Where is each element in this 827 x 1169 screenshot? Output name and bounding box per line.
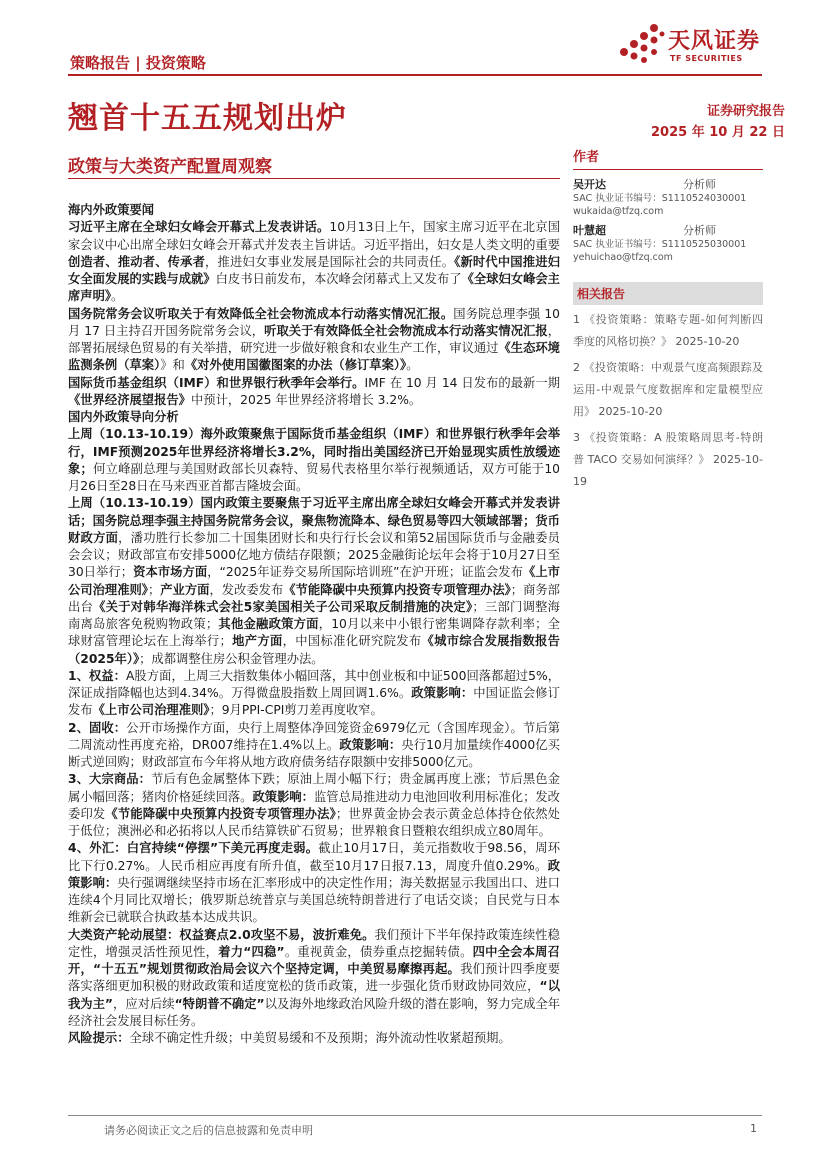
footer-disclaimer: 请务必阅读正文之后的信息披露和免责申明 — [104, 1124, 313, 1137]
related-report-item[interactable]: 1 《投资策略：策略专题-如何判断四季度的风格切换？》 2025-10-20 — [573, 313, 763, 348]
related-report-item[interactable]: 3 《投资策略：A 股策略周思考-特朗普 TACO 交易如何演绎？》 2025-10-19 — [573, 431, 763, 488]
author-name: 吴开达 — [573, 178, 606, 191]
paragraph: 风险提示：全球不确定性升级；中美贸易缓和不及预期；海外流动性收紧超预期。 — [68, 1031, 511, 1045]
report-category: 策略报告 | 投资策略 — [70, 54, 206, 72]
author-email[interactable]: yehuichao@tfzq.com — [573, 252, 673, 263]
sidebar — [573, 146, 763, 493]
tf-logo-icon — [612, 20, 666, 64]
main-body — [68, 202, 560, 1047]
page-number: 1 — [750, 1122, 757, 1135]
subtitle-divider — [68, 178, 560, 179]
paragraph: 大类资产轮动展望：权益赛点2.0攻坚不易，波折难免。我们预计下半年保持政策连续性稳定性，增强灵活性预见性，着力“四稳”。重视黄金，债券重点挖掘转债。四中全会本周召开，“十五五”规划贯彻政治局会议六个坚持定调，中美贸易摩擦再起。我们预计四季度要落实落细更加积极的财政政策和适度宽松的货币政策，进一步强化货币财政协同效应，“以我为主”，应对后续“特朗普不确定”以及海外地缘政治风险升级的潜在影响，努力完成全年经济社会发展目标任务。 — [68, 927, 560, 1028]
author-role: 分析师 — [683, 178, 716, 191]
footer-divider — [68, 1115, 762, 1116]
section-heading: 国内外政策导向分析 — [68, 410, 179, 424]
paragraph: 3、大宗商品：节后有色金属整体下跌；原油上周小幅下行；贵金属再度上涨；节后黑色金属小幅回落；猪肉价格延续回落。政策影响：监管总局推进动力电池回收利用标准化；发改委印发《节能降碳中央预算内投资专项管理办法》；世界黄金协会表示黄金总体持仓依然处于低位；澳洲必和必拓将以人民币结算铁矿石贸易；世界粮食日暨粮农组织成立80周年。 — [68, 772, 560, 838]
authors-divider — [573, 169, 763, 170]
related-report-item[interactable]: 2 《投资策略：中观景气度高频跟踪及运用-中观景气度数据库和定量模型应用》 2025-10-20 — [573, 361, 763, 418]
author-name: 叶慧超 — [573, 224, 606, 237]
author-card — [573, 222, 763, 264]
author-role: 分析师 — [683, 224, 716, 237]
header-divider — [68, 74, 762, 76]
logo-name-cn: 天风证券 — [668, 29, 761, 54]
author-card — [573, 176, 763, 218]
paragraph: 国务院常务会议听取关于有效降低全社会物流成本行动落实情况汇报。国务院总理李强 10 月 17 日主持召开国务院常务会议，听取关于有效降低全社会物流成本行动落实情况汇报，部署拓展绿色贸易的有关举措，研究进一步做好粮食和农业生产工作，审议通过《生态环境监测条例（草案）》和《对外使用国徽图案的办法（修订草案）》。 — [68, 306, 560, 373]
author-email[interactable]: wukaida@tfzq.com — [573, 206, 664, 217]
page-title: 翘首十五五规划出炉 — [68, 101, 347, 136]
paragraph: 上周（10.13-10.19）国内政策主要聚焦于习近平主席出席全球妇女峰会开幕式并发表讲话；国务院总理李强主持国务院常务会议，聚焦物流降本、绿色贸易等四大领域部署；货币财政方面，潘功胜行长参加二十国集团财长和央行行长会议和第52届国际货币与金融委员会会议；财政部宣布安排5000亿地方债结存限额；2025金融街论坛年会将于10月27日至30日举行；资本市场方面，“2025年证券交易所国际培训班”在沪开班；证监会发布《上市公司治理准则》；产业方面，发改委发布《节能降碳中央预算内投资专项管理办法》；商务部出台《关于对韩华海洋株式会社5家美国相关子公司采取反制措施的决定》；三部门调整海南离岛旅客免税购物政策；其他金融政策方面，10月以来中小银行密集调降存款利率；全球财富管理论坛在上海举行；地产方面，中国标准化研究院发布《城市综合发展指数报告（2025年）》；成都调整住房公积金管理办法。 — [68, 496, 560, 666]
related-reports-heading: 相关报告 — [573, 282, 763, 305]
paragraph: 习近平主席在全球妇女峰会开幕式上发表讲话。10月13日上午，国家主席习近平在北京国家会议中心出席全球妇女峰会开幕式并发表主旨讲话。习近平指出，妇女是人类文明的重要创造者、推动者、传承者，推进妇女事业发展是国际社会的共同责任。《新时代中国推进妇女全面发展的实践与成就》白皮书日前发布，本次峰会闭幕式上又发布了《全球妇女峰会主席声明》。 — [68, 220, 560, 304]
paragraph: 2、固收：公开市场操作方面，央行上周整体净回笼资金6979亿元（含国库现金）。节后第二周流动性再度充裕，DR007维持在1.4%以上。政策影响：央行10月加量续作4000亿买断式逆回购；财政部宣布今年将从地方政府债务结存限额中安排5000亿元。 — [68, 720, 560, 769]
related-reports — [573, 282, 763, 493]
report-date: 2025 年 10 月 22 日 — [651, 125, 785, 140]
authors-heading: 作者 — [573, 150, 600, 165]
paragraph: 上周（10.13-10.19）海外政策聚焦于国际货币基金组织（IMF）和世界银行秋季年会举行，IMF预测2025年世界经济将增长3.2%，同时指出美国经济已开始显现实质性放缓迹象；何立峰副总理与美国财政部长贝森特、贸易代表格里尔举行视频通话，双方可能于10月26日至28日在马来西亚首都吉隆坡会面。 — [68, 427, 560, 493]
paragraph: 4、外汇：白宫持续“停摆”下美元再度走弱。截止10月17日，美元指数收于98.56，周环比下行0.27%。人民币相应再度有所升值，截至10月17日报7.13，周度升值0.29%。政策影响：央行强调继续坚持市场在汇率形成中的决定性作用；海关数据显示我国出口、进口连续4个月同比双增长；俄罗斯总统普京与美国总统特朗普进行了电话交谈；自民党与日本维新会已就联合执政基本达成共识。 — [68, 841, 561, 925]
paragraph: 国际货币基金组织（IMF）和世界银行秋季年会举行。IMF 在 10 月 14 日发布的最新一期《世界经济展望报告》中预计，2025 年世界经济将增长 3.2%。 — [68, 375, 560, 407]
logo-name-en: TF SECURITIES — [670, 54, 743, 63]
page-subtitle: 政策与大类资产配置周观察 — [68, 157, 272, 177]
author-cert: SAC 执业证书编号：S1110525030001 — [573, 239, 747, 250]
report-type: 证券研究报告 — [706, 104, 785, 119]
author-cert: SAC 执业证书编号：S1110524030001 — [573, 193, 747, 204]
paragraph: 1、权益：A股方面，上周三大指数集体小幅回落，其中创业板和中证500回落都超过5%，深证成指降幅也达到4.34%。万得微盘股指数上周回调1.6%。政策影响：中国证监会修订发布《上市公司治理准则》；9月PPI-CPI剪刀差再度收窄。 — [68, 668, 560, 718]
section-heading: 海内外政策要闻 — [68, 203, 155, 217]
